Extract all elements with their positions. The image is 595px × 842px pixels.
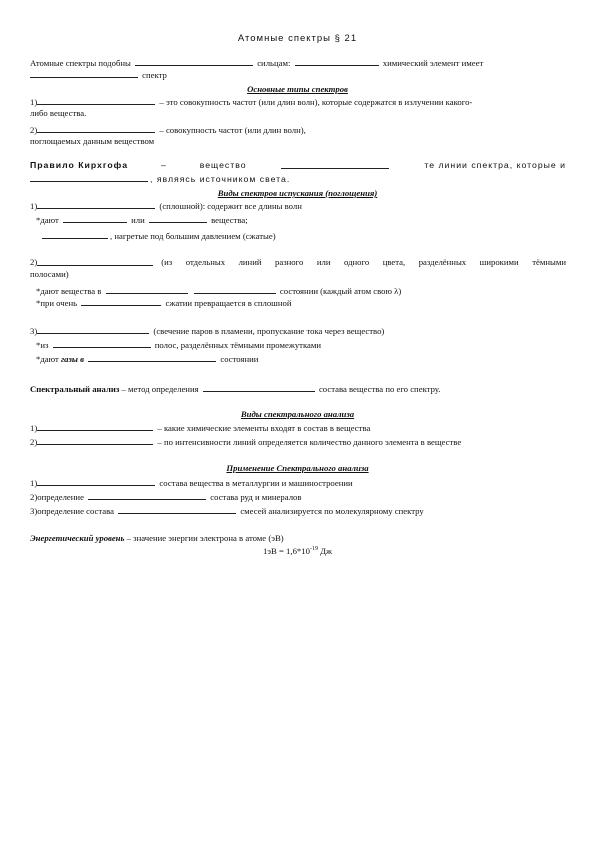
kirchhoff-label: Правило Кирхгофа bbox=[30, 160, 129, 170]
bullet-text: состоянии (каждый атом свою λ) bbox=[279, 286, 402, 296]
analysis-1 bbox=[30, 422, 370, 434]
application-1-text: состава вещества в металлургии и машиностроении bbox=[159, 478, 353, 488]
type-2 bbox=[30, 124, 306, 136]
emission-2-cont: полосами) bbox=[30, 269, 69, 279]
intro-line-2 bbox=[30, 69, 167, 81]
bullet-text: состоянии bbox=[220, 354, 259, 364]
blank-field[interactable] bbox=[42, 230, 108, 239]
type-1-cont: либо вещества. bbox=[30, 108, 87, 118]
emission-1-text: (сплошной): содержит все длины волн bbox=[159, 201, 302, 211]
analysis-1-text: – какие химические элементы входят в состав в вещества bbox=[157, 423, 371, 433]
emission-heading: Виды спектров испускания (поглощения) bbox=[217, 188, 378, 198]
emission-2-bullet-2 bbox=[36, 297, 292, 309]
blank-field[interactable] bbox=[88, 353, 216, 362]
spectral-text-b: состава вещества по его спектру. bbox=[318, 384, 441, 394]
bullet-text: полос, разделённых тёмными промежутками bbox=[154, 340, 322, 350]
blank-field[interactable] bbox=[53, 339, 151, 348]
blank-field[interactable] bbox=[88, 491, 206, 500]
intro-text-d: спектр bbox=[142, 70, 167, 80]
intro-text-c: химический элемент имеет bbox=[382, 58, 484, 68]
formula-exponent: -19 bbox=[309, 546, 318, 553]
bullet-text: *дают bbox=[36, 215, 59, 225]
blank-field[interactable] bbox=[295, 57, 379, 66]
energy-text: – значение энергии электрона в атоме (эВ) bbox=[126, 533, 284, 543]
emission-1-bullet-1 bbox=[36, 214, 248, 226]
emission-2-text: (из отдельных линий разного или одного цвета, разделённых широкими тёмными bbox=[161, 257, 566, 267]
blank-field[interactable] bbox=[194, 285, 276, 294]
bullet-text: *дают bbox=[36, 354, 59, 364]
energy-label: Энергетический уровень bbox=[30, 533, 125, 543]
blank-field[interactable] bbox=[37, 96, 155, 105]
emission-2 bbox=[30, 257, 566, 268]
blank-field[interactable] bbox=[135, 57, 253, 66]
blank-field[interactable] bbox=[106, 285, 188, 294]
emission-1 bbox=[30, 200, 302, 212]
bullet-text: *из bbox=[36, 340, 49, 350]
item-number: 1) bbox=[30, 97, 38, 107]
kirchhoff-line-2 bbox=[30, 173, 290, 185]
energy-line bbox=[30, 533, 284, 544]
blank-field[interactable] bbox=[37, 124, 155, 133]
kirchhoff-line-1 bbox=[30, 160, 566, 171]
types-heading: Основные типы спектров bbox=[247, 84, 348, 94]
intro-text-a: Атомные спектры подобны bbox=[30, 58, 131, 68]
blank-field[interactable] bbox=[118, 505, 236, 514]
blank-field[interactable] bbox=[37, 477, 155, 486]
bullet-text: , нагретые под большим давлением (сжатые) bbox=[110, 231, 276, 241]
application-2-text-a: 2)определение bbox=[30, 492, 84, 502]
item-number: 1) bbox=[30, 201, 38, 211]
spectral-analysis-line bbox=[30, 383, 440, 395]
emission-3-bullet-1 bbox=[36, 339, 321, 351]
formula-base: 1эВ = 1,6*10 bbox=[262, 546, 310, 556]
emission-3-text: (свечение паров в пламени, пропускание тока через вещество) bbox=[153, 326, 385, 336]
formula-unit: Дж bbox=[317, 546, 333, 556]
blank-field[interactable] bbox=[37, 200, 155, 209]
blank-field[interactable] bbox=[37, 436, 153, 445]
kirchhoff-text-a: вещество bbox=[199, 160, 247, 170]
kirchhoff-text-c: , являясь источником света. bbox=[150, 174, 291, 184]
type-2-cont: поглощаемых данным веществом bbox=[30, 136, 155, 146]
blank-field[interactable] bbox=[37, 257, 153, 266]
bullet-text: вещества; bbox=[211, 215, 248, 225]
emission-2-bullet-1 bbox=[36, 285, 401, 297]
item-number: 2) bbox=[30, 257, 38, 267]
analysis-2-text: – по интенсивности линий определяется количество данного элемента в веществе bbox=[157, 437, 462, 447]
blank-field[interactable] bbox=[203, 383, 315, 392]
page-title: Атомные спектры § 21 bbox=[237, 33, 358, 44]
analysis-heading: Виды спектрального анализа bbox=[240, 409, 355, 419]
blank-field[interactable] bbox=[30, 173, 148, 182]
item-number: 1) bbox=[30, 478, 38, 488]
item-number: 2) bbox=[30, 437, 38, 447]
blank-field[interactable] bbox=[81, 297, 161, 306]
spectral-label: Спектральный анализ bbox=[30, 384, 120, 394]
bullet-text: или bbox=[131, 215, 145, 225]
energy-formula bbox=[0, 546, 595, 557]
blank-field[interactable] bbox=[281, 160, 389, 169]
type-1 bbox=[30, 96, 472, 108]
blank-field[interactable] bbox=[30, 69, 138, 78]
blank-field[interactable] bbox=[149, 214, 207, 223]
intro-text-b: сильцам: bbox=[257, 58, 291, 68]
type-2-text: – совокупность частот (или длин волн), bbox=[159, 125, 306, 135]
emission-1-bullet-2 bbox=[42, 230, 276, 242]
bullet-text: *при очень bbox=[36, 298, 78, 308]
item-number: 2) bbox=[30, 125, 38, 135]
blank-field[interactable] bbox=[37, 325, 149, 334]
kirchhoff-text-b: те линии спектра, которые и bbox=[424, 160, 566, 170]
application-2-text-b: состава руд и минералов bbox=[210, 492, 302, 502]
application-3 bbox=[30, 505, 424, 517]
item-number: 3) bbox=[30, 326, 38, 336]
application-2 bbox=[30, 491, 301, 503]
intro-line-1 bbox=[30, 57, 483, 69]
item-number: 1) bbox=[30, 423, 38, 433]
application-3-text-b: смесей анализируется по молекулярному спектру bbox=[240, 506, 424, 516]
emission-3-bullet-2 bbox=[36, 353, 258, 365]
type-1-text: – это совокупность частот (или длин волн), которые содержатся в излучении какого- bbox=[159, 97, 473, 107]
kirchhoff-dash: – bbox=[160, 160, 167, 170]
blank-field[interactable] bbox=[37, 422, 153, 431]
bullet-text: *дают вещества в bbox=[36, 286, 102, 296]
application-3-text-a: 3)определение состава bbox=[30, 506, 114, 516]
analysis-2 bbox=[30, 436, 461, 448]
emission-3 bbox=[30, 325, 384, 337]
bullet-text: сжатии превращается в сплошной bbox=[165, 298, 292, 308]
blank-field[interactable] bbox=[63, 214, 127, 223]
spectral-text-a: – метод определения bbox=[121, 384, 199, 394]
application-heading: Применение Спектрального анализа bbox=[226, 463, 369, 473]
bullet-text-emph: газы в bbox=[60, 354, 84, 364]
application-1 bbox=[30, 477, 353, 489]
